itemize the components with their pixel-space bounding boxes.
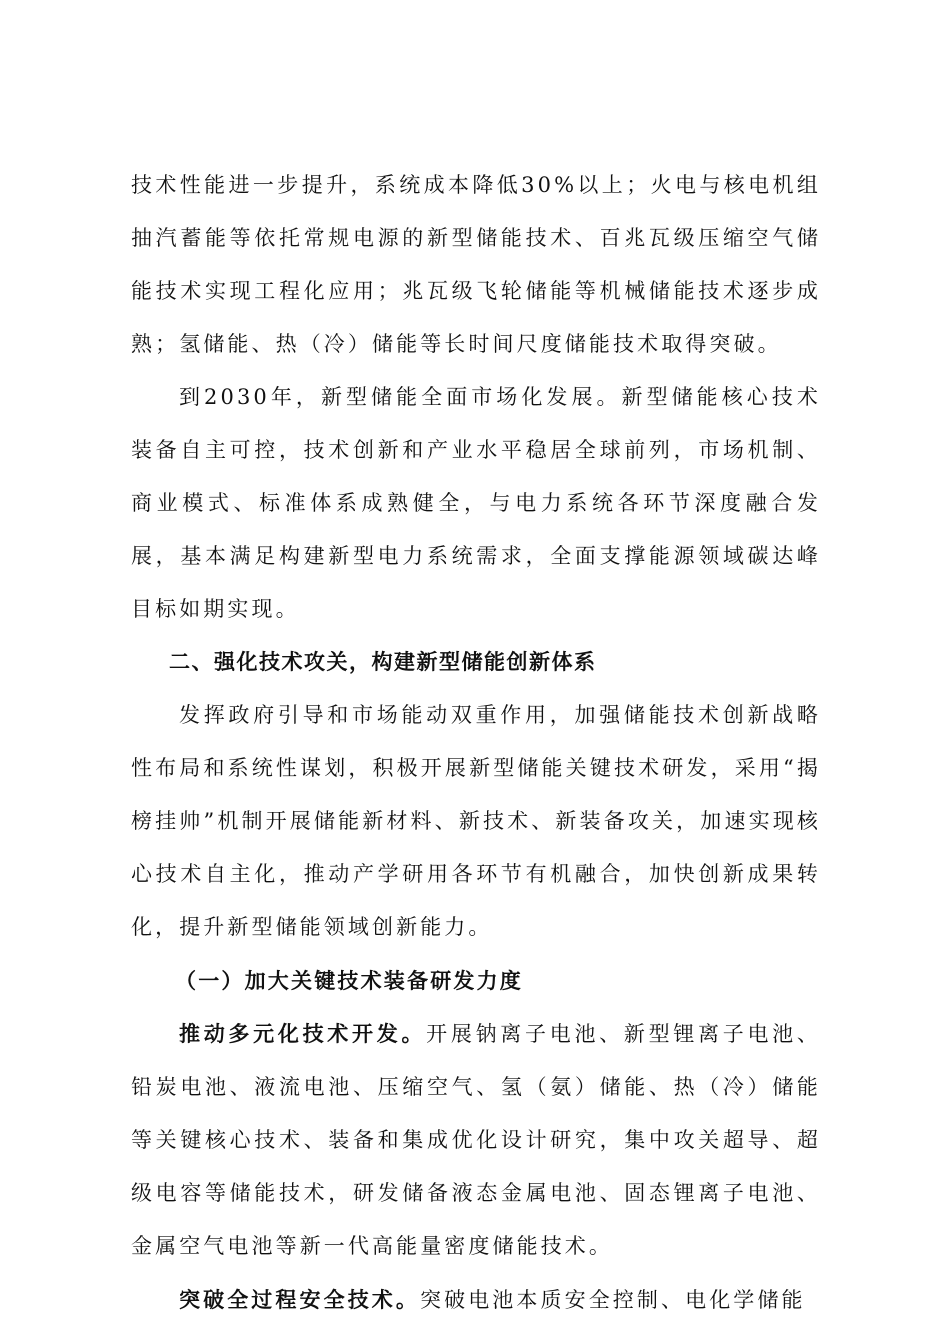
section-intro: 发挥政府引导和市场能动双重作用，加强储能技术创新战略性布局和系统性谋划，积极开展新型储能关键技术研发，采用“揭榜挂帅”机制开展储能新材料、新技术、新装备攻关，加速实现核心技术自主化，推动产学研用各环节有机融合，加快创新成果转化，提升新型储能领域创新能力。 [131, 703, 821, 939]
item-diversified-tech-lead: 推动多元化技术开发。 [179, 1021, 427, 1046]
subsection-heading: （一）加大关键技术装备研发力度 [175, 968, 523, 993]
item-diversified-tech-body: 开展钠离子电池、新型锂离子电池、铅炭电池、液流电池、压缩空气、氢（氨）储能、热（冷）储能等关键核心技术、装备和集成优化设计研究，集中攻关超导、超级电容等储能技术，研发储备液态金属电池、固态锂离子电池、金属空气电池等新一代高能量密度储能技术。 [131, 1022, 821, 1258]
item-safety-tech-body: 突破电池本质安全控制、电化学储能 [420, 1288, 806, 1312]
paragraph-tech-performance: 技术性能进一步提升，系统成本降低30%以上；火电与核电机组抽汽蓄能等依托常规电源的新型储能技术、百兆瓦级压缩空气储能技术实现工程化应用；兆瓦级飞轮储能等机械储能技术逐步成熟；氢储能、热（冷）储能等长时间尺度储能技术取得突破。 [131, 173, 821, 356]
item-diversified-tech [131, 1007, 821, 1273]
paragraph-2030-goals: 到2030年，新型储能全面市场化发展。新型储能核心技术装备自主可控，技术创新和产业水平稳居全球前列，市场机制、商业模式、标准体系成熟健全，与电力系统各环节深度融合发展，基本满足构建新型电力系统需求，全面支撑能源领域碳达峰目标如期实现。 [131, 385, 821, 621]
document-body [131, 159, 821, 1327]
item-safety-tech [131, 1273, 821, 1327]
section-heading: 二、强化技术攻关，构建新型储能创新体系 [169, 650, 597, 674]
item-safety-tech-lead: 突破全过程安全技术。 [179, 1287, 420, 1312]
